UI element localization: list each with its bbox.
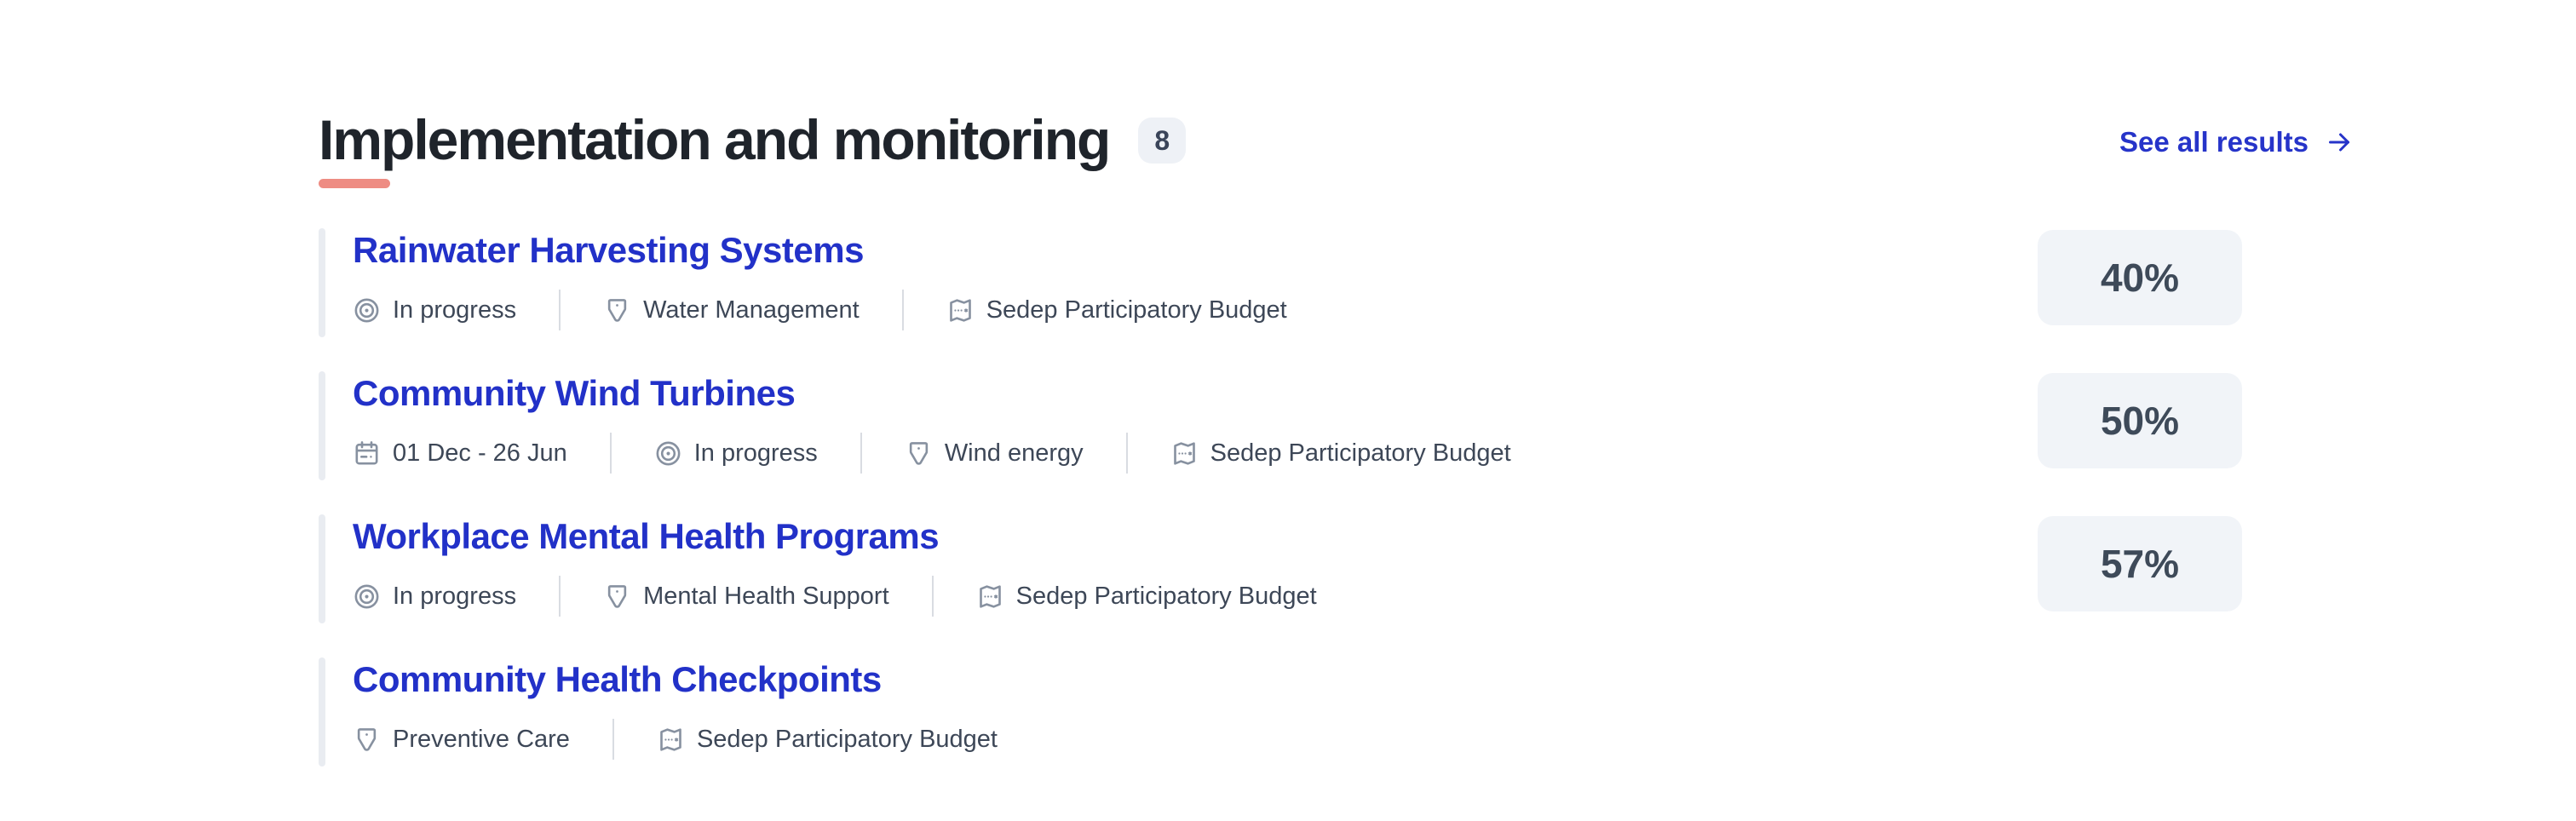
row-accent-bar: [319, 514, 325, 623]
tag-icon: [905, 439, 933, 468]
progress-badge: 40%: [2038, 230, 2242, 325]
result-item: [319, 228, 2242, 337]
meta-label: Preventive Care: [393, 726, 570, 753]
row-accent-bar: [319, 228, 325, 337]
meta-divider: [1126, 433, 1128, 474]
tag-icon: [603, 583, 631, 611]
target-icon: [654, 439, 682, 468]
meta-label: Wind energy: [944, 439, 1084, 467]
title-underline: [319, 179, 390, 188]
map-icon: [976, 583, 1004, 611]
meta-label: In progress: [693, 439, 818, 467]
result-meta: [353, 290, 2242, 330]
result-title-link[interactable]: Workplace Mental Health Programs: [353, 516, 940, 556]
meta-divider: [860, 433, 862, 474]
meta-label: Water Management: [643, 296, 860, 324]
result-title-link[interactable]: Community Wind Turbines: [353, 373, 796, 413]
meta-item: [905, 438, 1084, 468]
page-title: Implementation and monitoring: [319, 108, 1110, 171]
meta-label: In progress: [393, 583, 517, 610]
meta-item: [603, 295, 860, 325]
meta-divider: [610, 433, 612, 474]
map-icon: [657, 726, 685, 754]
meta-divider: [559, 576, 561, 617]
meta-divider: [612, 719, 614, 760]
see-all-results-link[interactable]: [2119, 126, 2355, 158]
meta-item: [353, 581, 516, 611]
see-all-results-label: See all results: [2119, 126, 2309, 158]
map-icon: [946, 296, 975, 324]
result-meta: [353, 433, 2242, 474]
meta-item: [603, 581, 889, 611]
target-icon: [353, 583, 381, 611]
tag-icon: [353, 726, 381, 754]
meta-label: Mental Health Support: [643, 583, 889, 610]
meta-label: Sedep Participatory Budget: [696, 726, 998, 753]
meta-label: In progress: [393, 296, 517, 324]
progress-badge: 50%: [2038, 373, 2242, 468]
meta-item: [946, 295, 1287, 325]
meta-label: Sedep Participatory Budget: [986, 296, 1287, 324]
map-icon: [1170, 439, 1199, 468]
meta-divider: [902, 290, 904, 330]
row-accent-bar: [319, 371, 325, 480]
meta-label: Sedep Participatory Budget: [1210, 439, 1511, 467]
result-meta: [353, 719, 2242, 760]
result-item: [319, 514, 2242, 623]
meta-divider: [932, 576, 934, 617]
arrow-right-icon: [2324, 127, 2355, 158]
progress-badge: 57%: [2038, 516, 2242, 611]
meta-item: [353, 438, 567, 468]
meta-item: [976, 581, 1317, 611]
result-item: [319, 371, 2242, 480]
meta-label: Sedep Participatory Budget: [1015, 583, 1317, 610]
result-title-link[interactable]: Community Health Checkpoints: [353, 659, 882, 699]
meta-item: [657, 724, 998, 755]
calendar-icon: [353, 439, 381, 468]
result-item: [319, 657, 2242, 766]
meta-item: [654, 438, 818, 468]
meta-divider: [559, 290, 561, 330]
row-accent-bar: [319, 657, 325, 766]
result-meta: [353, 576, 2242, 617]
result-title-link[interactable]: Rainwater Harvesting Systems: [353, 230, 864, 270]
count-badge: 8: [1138, 118, 1186, 164]
meta-label: 01 Dec - 26 Jun: [393, 439, 567, 467]
meta-item: [353, 295, 516, 325]
meta-item: [1170, 438, 1511, 468]
meta-item: [353, 724, 570, 755]
tag-icon: [603, 296, 631, 324]
target-icon: [353, 296, 381, 324]
